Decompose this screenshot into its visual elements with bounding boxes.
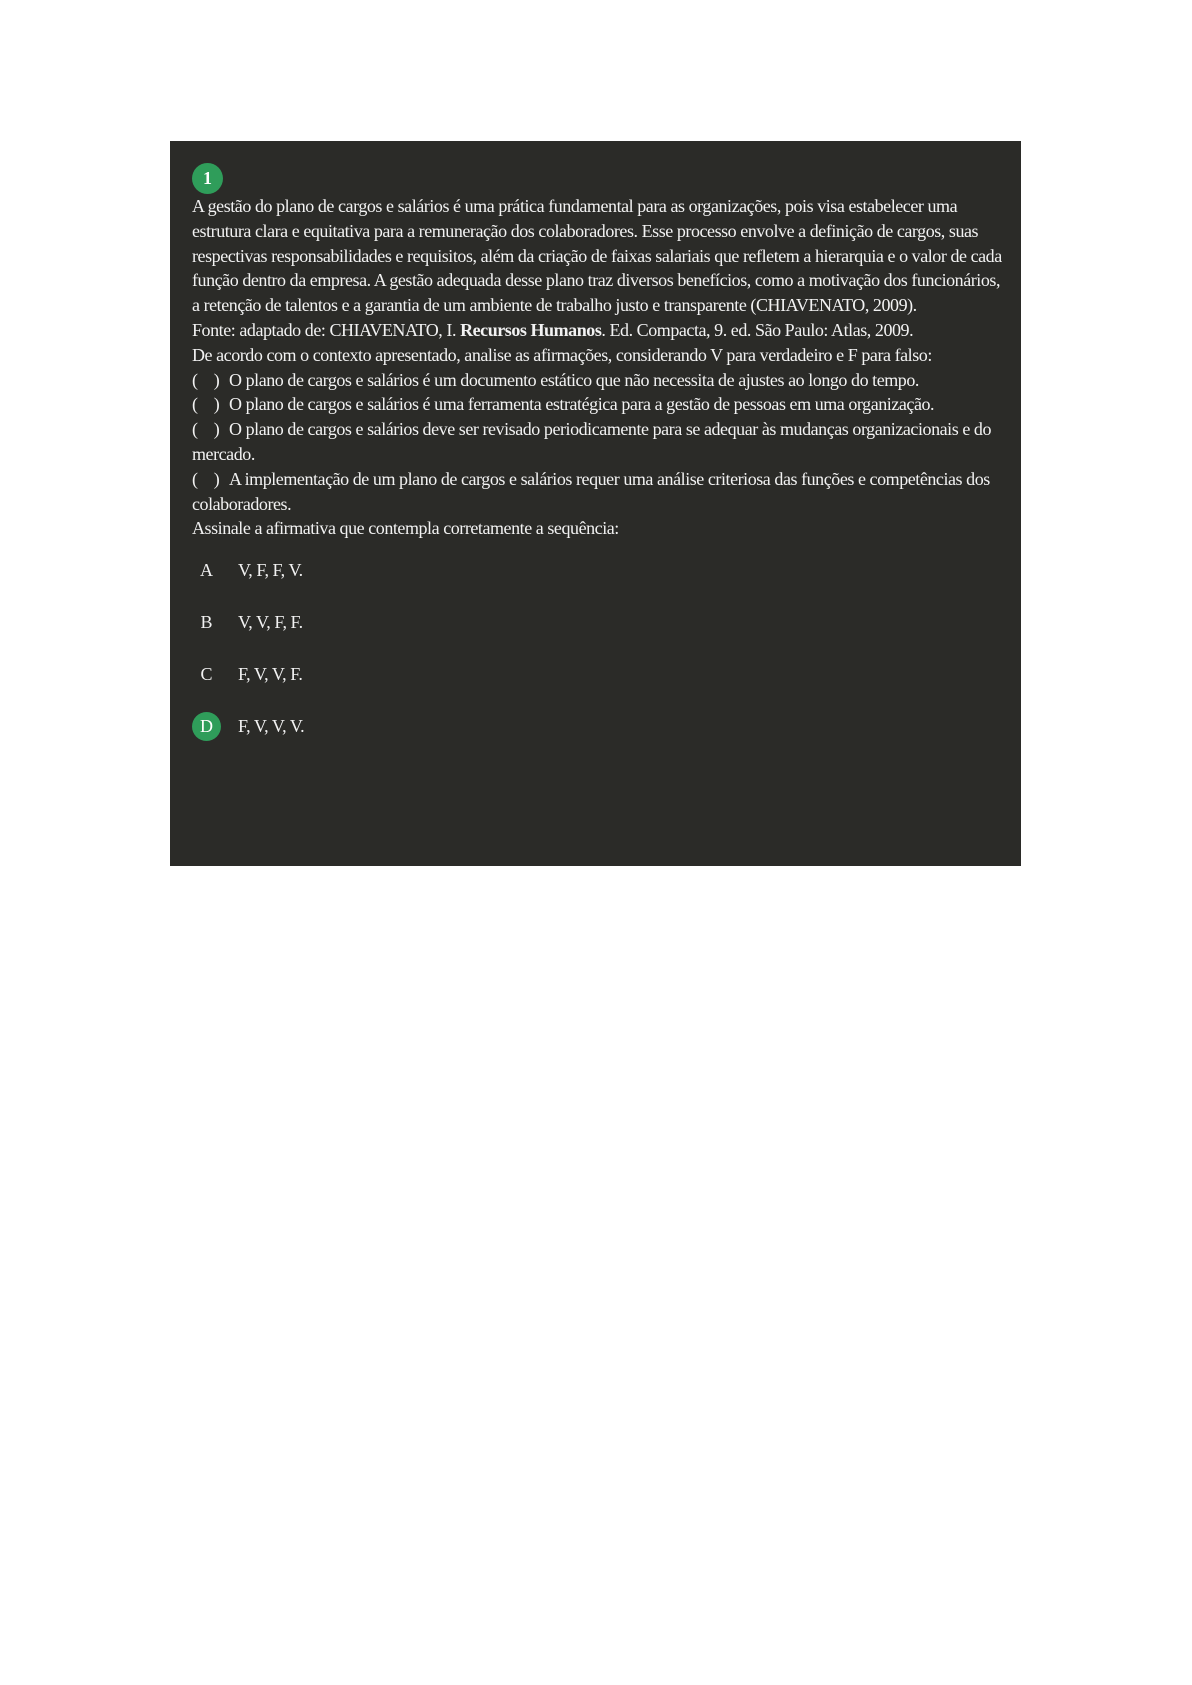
option-letter: B	[200, 612, 213, 633]
option-text: V, V, F, F.	[238, 612, 303, 633]
option-letter: A	[200, 560, 213, 581]
source-suffix: . Ed. Compacta, 9. ed. São Paulo: Atlas, 2009.	[601, 319, 914, 340]
statement-blank: ( )	[192, 369, 220, 390]
statement-blank: ( )	[192, 468, 220, 489]
statement-text: A implementação de um plano de cargos e salários requer uma análise criteriosa das funções e competências dos colaboradores.	[192, 468, 990, 514]
question-number-badge: 1	[192, 163, 223, 194]
option-d[interactable]	[192, 712, 1007, 741]
statement-text: O plano de cargos e salários é um documento estático que não necessita de ajustes ao longo do tempo.	[229, 369, 919, 390]
option-text: F, V, V, F.	[238, 664, 303, 685]
statement-1	[192, 368, 1007, 393]
statement-text: O plano de cargos e salários é uma ferramenta estratégica para a gestão de pessoas em uma organização.	[229, 394, 935, 415]
option-a[interactable]	[192, 556, 1007, 585]
statement-blank: ( )	[192, 419, 220, 440]
option-c[interactable]	[192, 660, 1007, 689]
question-card	[170, 141, 1021, 866]
option-letter: D	[192, 712, 221, 741]
statement-2	[192, 392, 1007, 417]
statement-blank: ( )	[192, 394, 220, 415]
question-instruction: De acordo com o contexto apresentado, analise as afirmações, considerando V para verdadeiro e F para falso:	[192, 344, 932, 365]
question-source	[192, 318, 1007, 343]
statement-3	[192, 417, 1007, 467]
question-prompt: Assinale a afirmativa que contempla corretamente a sequência:	[192, 518, 619, 539]
question-paragraph: A gestão do plano de cargos e salários é uma prática fundamental para as organizações, pois visa estabelecer uma estrutura clara e equitativa para a remuneração dos colaboradores. Esse processo envolve a definição de cargos, suas respectivas responsabilidades e requisitos, além da criação de faixas salariais que refletem a hierarquia e o valor de cada função dentro da empresa. A gestão adequada desse plano traz diversos benefícios, como a motivação dos funcionários, a retenção de talentos e a garantia de um ambiente de trabalho justo e transparente (CHIAVENATO, 2009).	[192, 196, 1002, 316]
option-letter: C	[200, 664, 213, 685]
question-text	[192, 194, 1007, 541]
option-text: F, V, V, V.	[238, 716, 305, 737]
source-title: Recursos Humanos	[460, 319, 602, 340]
statement-4	[192, 467, 1007, 517]
option-b[interactable]	[192, 608, 1007, 637]
source-prefix: Fonte: adaptado de: CHIAVENATO, I.	[192, 319, 461, 340]
option-text: V, F, F, V.	[238, 560, 303, 581]
answer-options	[192, 556, 1007, 741]
statement-text: O plano de cargos e salários deve ser revisado periodicamente para se adequar às mudanças organizacionais e do mercado.	[192, 419, 992, 464]
